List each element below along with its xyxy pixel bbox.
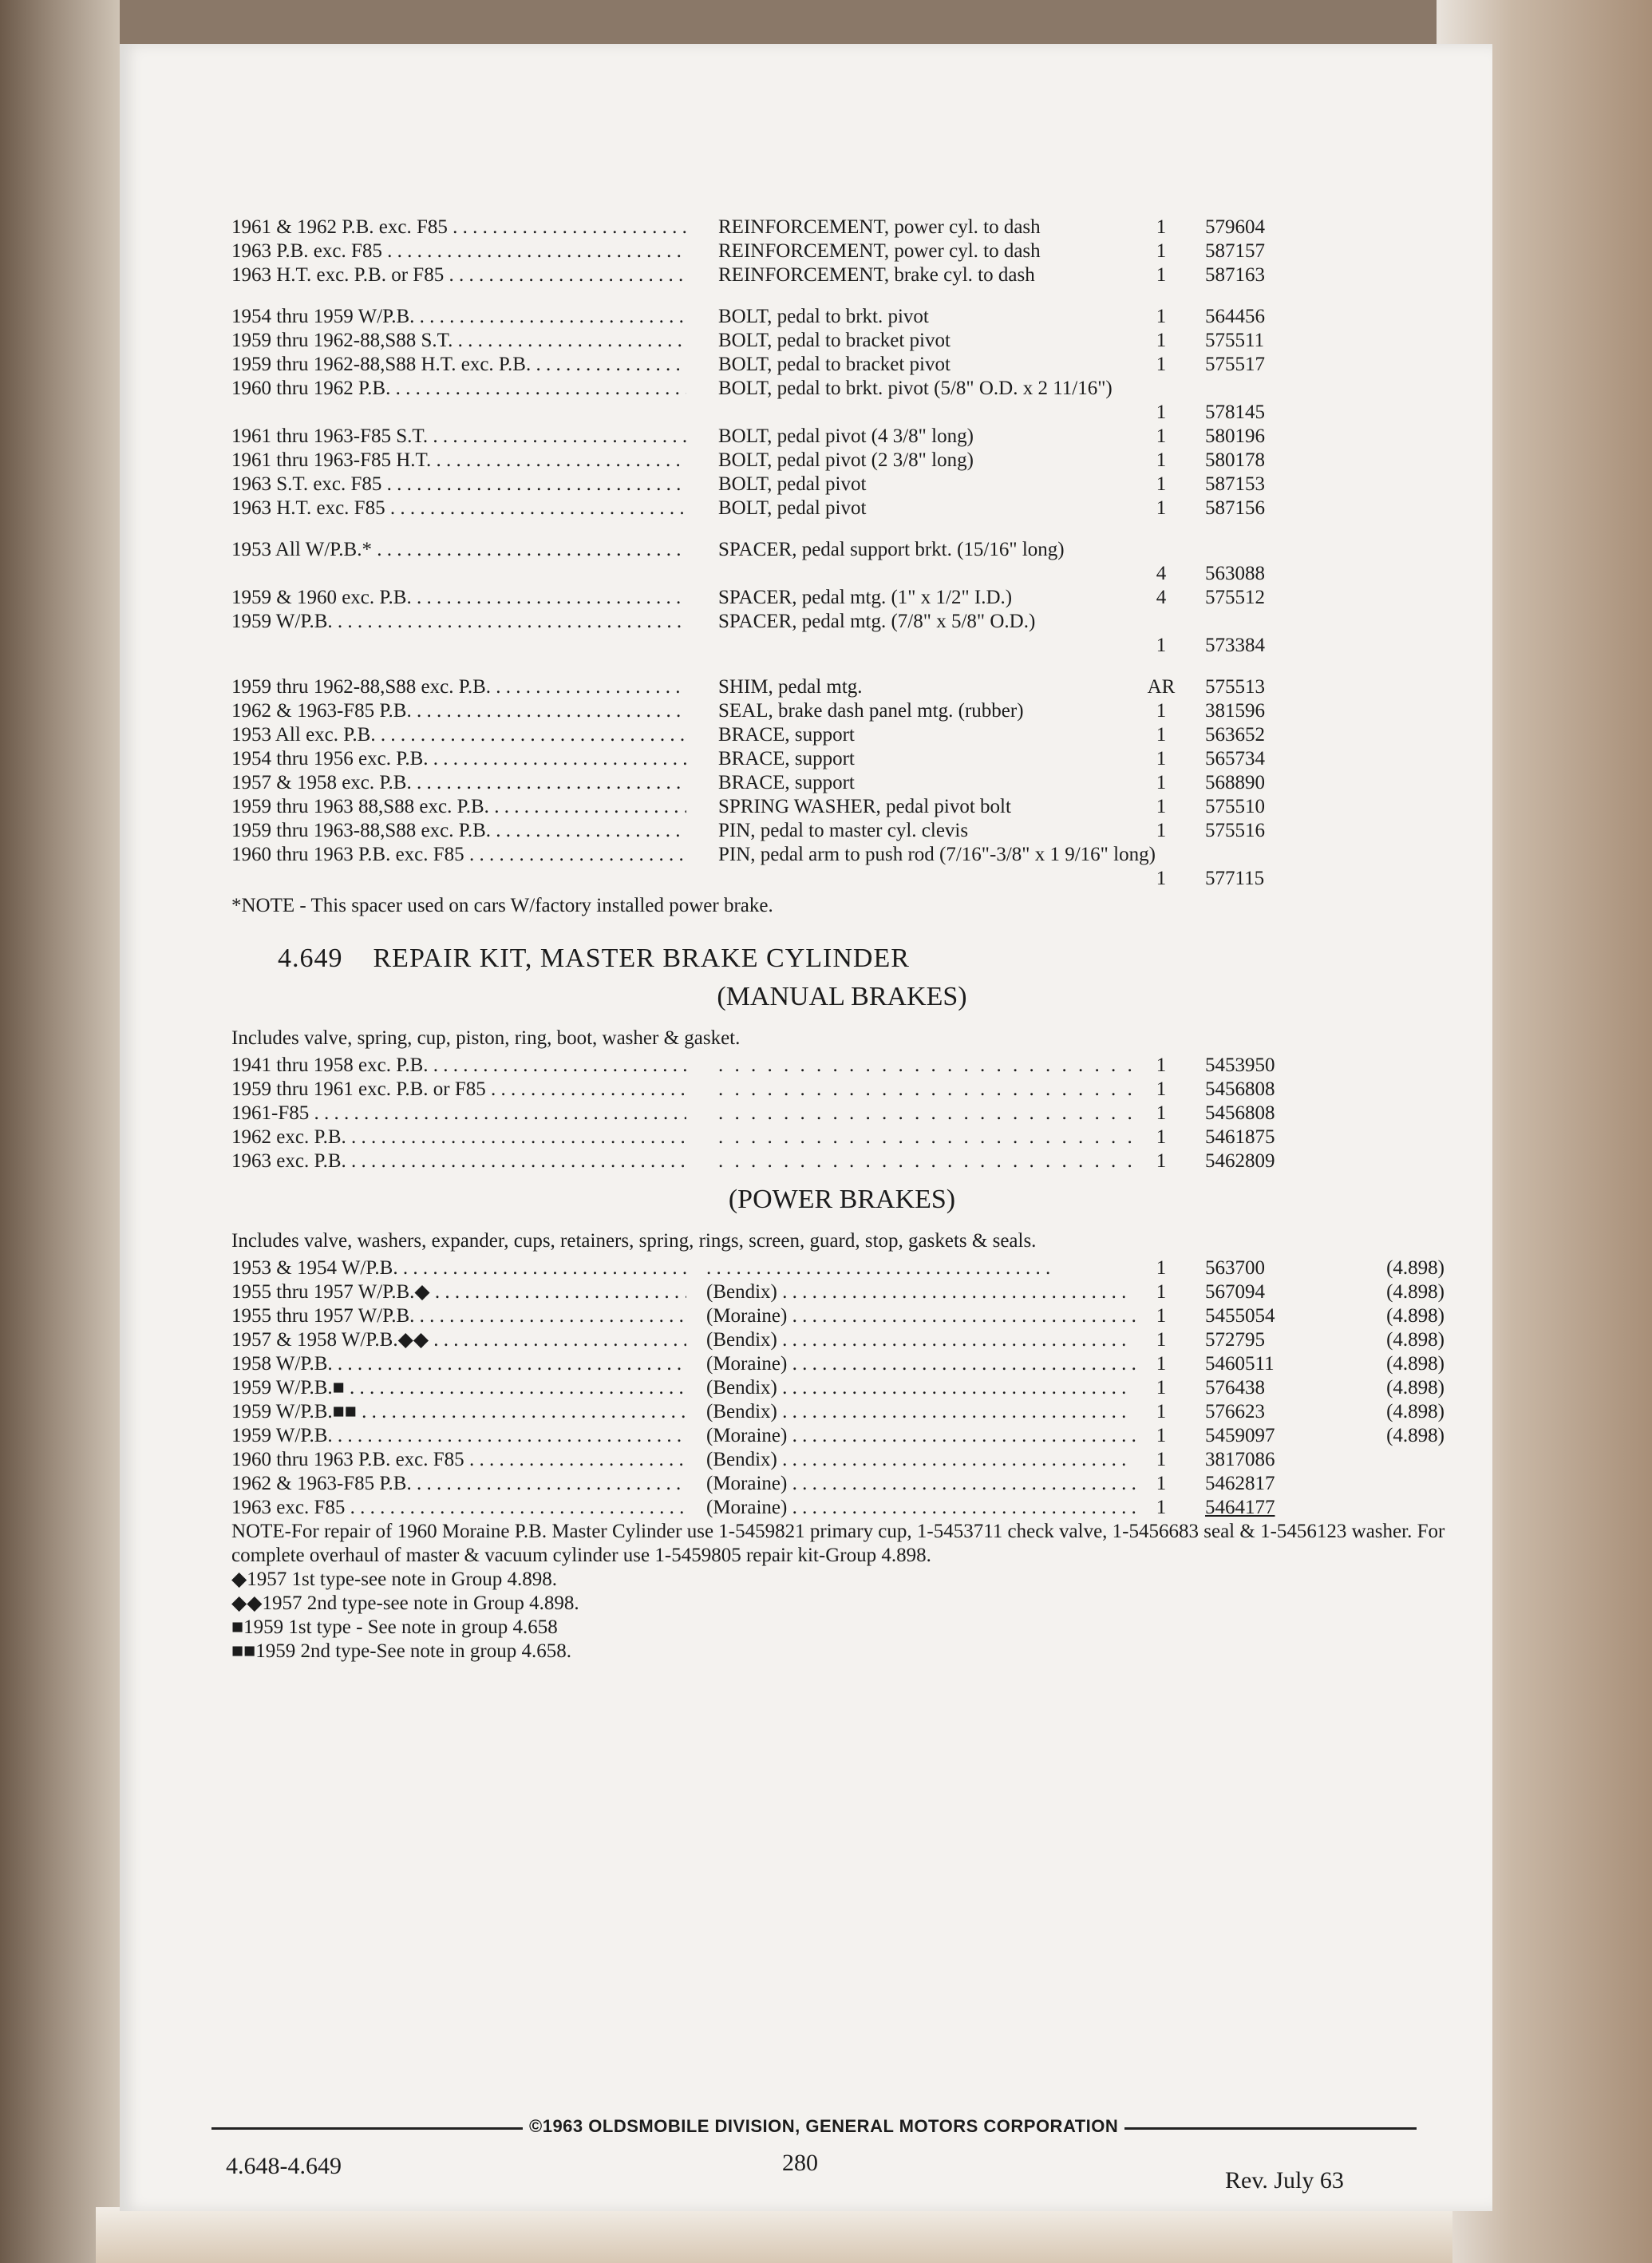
book-spine-shadow: [0, 0, 120, 2263]
application-cell: [231, 795, 686, 819]
quantity-cell: 1: [1156, 1377, 1167, 1399]
table-row: [231, 675, 1452, 699]
leader-dots: [718, 1054, 1133, 1078]
group-cell: (4.898): [1386, 1401, 1445, 1422]
part-number-cell: 381596: [1205, 700, 1265, 722]
table-row: [231, 843, 1452, 891]
part-number-cell: 580178: [1205, 449, 1265, 471]
quantity-cell: 1: [1156, 635, 1167, 656]
application-text: 1963 exc. P.B. . . .: [231, 1150, 686, 1172]
quantity-cell: 1: [1156, 1497, 1167, 1518]
description-cell: PIN, pedal to master cyl. clevis: [718, 820, 969, 841]
footnote: ■1959 1st type - See note in group 4.658: [231, 1616, 558, 1638]
table-row: [231, 538, 1452, 586]
quantity-cell: 1: [1156, 1329, 1167, 1351]
group-cell: (4.898): [1386, 1257, 1445, 1279]
description-cell: BOLT, pedal pivot: [718, 497, 867, 519]
description-cell: BOLT, pedal to brkt. pivot (5/8" O.D. x 2 11/16"): [718, 378, 1113, 399]
manual-brakes-heading: (MANUAL BRAKES): [717, 982, 967, 1011]
application-cell: [231, 1496, 686, 1520]
part-number-cell: 575511: [1205, 330, 1265, 351]
application-cell: [231, 1256, 686, 1280]
application-cell: [231, 1078, 686, 1102]
table-row: [231, 497, 1452, 520]
quantity-cell: 1: [1156, 820, 1167, 841]
table-row: [231, 723, 1452, 747]
application-cell: [231, 1448, 686, 1472]
vendor-text: (Moraine) . . .: [706, 1473, 1136, 1494]
table-row: [231, 1376, 1452, 1400]
description-cell: PIN, pedal arm to push rod (7/16"-3/8" x 1 9/16" long): [718, 844, 1156, 865]
part-number-cell: 576438: [1205, 1377, 1265, 1399]
parts-list: [231, 216, 1452, 891]
description-cell: SEAL, brake dash panel mtg. (rubber): [718, 700, 1024, 722]
application-text: 1959 thru 1963-88,S88 exc. P.B. . . .: [231, 820, 686, 841]
application-cell: [231, 1376, 686, 1400]
application-cell: [231, 1102, 686, 1126]
application-cell: [231, 239, 686, 263]
footnote: ◆1957 1st type-see note in Group 4.898.: [231, 1569, 558, 1590]
application-cell: [231, 449, 686, 473]
description-cell: BRACE, support: [718, 724, 855, 746]
part-number-cell: 575513: [1205, 676, 1265, 698]
application-cell: [231, 1126, 686, 1149]
vendor-cell: [706, 1448, 1137, 1472]
part-number-cell: 575516: [1205, 820, 1265, 841]
vendor-text: (Moraine) . . .: [706, 1497, 1136, 1518]
application-text: 1959 thru 1962-88,S88 H.T. exc. P.B. . . .: [231, 354, 686, 375]
application-text: 1960 thru 1963 P.B. exc. F85 . . .: [231, 1449, 686, 1470]
application-cell: [231, 353, 686, 377]
description-cell: REINFORCEMENT, brake cyl. to dash: [718, 264, 1035, 286]
description-cell: REINFORCEMENT, power cyl. to dash: [718, 216, 1041, 238]
part-number-cell: 587163: [1205, 264, 1265, 286]
quantity-cell: 1: [1156, 1054, 1167, 1076]
table-row: [231, 1078, 1452, 1102]
vendor-text: (Moraine) . . .: [706, 1425, 1136, 1446]
section-heading: [278, 944, 1452, 973]
application-cell: [231, 1400, 686, 1424]
application-text: 1963 H.T. exc. P.B. or F85 . . .: [231, 264, 686, 286]
application-cell: [231, 843, 686, 867]
quantity-cell: 1: [1156, 425, 1167, 447]
application-cell: [231, 1304, 686, 1328]
application-text: 1963 S.T. exc. F85 . . .: [231, 473, 686, 495]
part-number-cell: 575512: [1205, 587, 1265, 608]
vendor-cell: [706, 1400, 1137, 1424]
part-number-cell: 576623: [1205, 1401, 1265, 1422]
application-text: 1953 & 1954 W/P.B. . . .: [231, 1257, 686, 1279]
application-cell: [231, 1352, 686, 1376]
group-cell: (4.898): [1386, 1377, 1445, 1399]
part-number-cell: 5455054: [1205, 1305, 1275, 1327]
application-text: 1963 H.T. exc. F85 . . .: [231, 497, 686, 519]
application-cell: [231, 538, 686, 562]
application-cell: [231, 1149, 686, 1173]
vendor-text: (Moraine) . . .: [706, 1353, 1136, 1375]
section-title: REPAIR KIT, MASTER BRAKE CYLINDER: [373, 944, 910, 973]
application-text: 1960 thru 1963 P.B. exc. F85 . . .: [231, 844, 686, 865]
table-row: [231, 1054, 1452, 1078]
vendor-text: (Bendix) . . .: [706, 1401, 1126, 1422]
vendor-text: (Bendix) . . .: [706, 1377, 1126, 1399]
part-number-cell: 573384: [1205, 635, 1265, 656]
application-cell: [231, 771, 686, 795]
part-number-cell: 5462809: [1205, 1150, 1275, 1172]
group-cell: (4.898): [1386, 1281, 1445, 1303]
description-cell: BRACE, support: [718, 772, 855, 793]
application-text: 1961 & 1962 P.B. exc. F85 . . .: [231, 216, 686, 238]
table-row: [231, 610, 1452, 658]
description-cell: SPACER, pedal support brkt. (15/16" long): [718, 539, 1065, 560]
application-text: 1941 thru 1958 exc. P.B. . . .: [231, 1054, 686, 1076]
table-row: [231, 1280, 1452, 1304]
part-number-cell: 5459097: [1205, 1425, 1275, 1446]
table-row: [231, 1496, 1452, 1520]
application-cell: [231, 586, 686, 610]
table-row: [231, 263, 1452, 287]
table-row: [231, 1102, 1452, 1126]
quantity-cell: 1: [1156, 1353, 1167, 1375]
part-number-cell: 5460511: [1205, 1353, 1275, 1375]
table-row: [231, 305, 1452, 329]
part-number-cell: 565734: [1205, 748, 1265, 769]
application-text: 1959 thru 1963 88,S88 exc. P.B. . . .: [231, 796, 686, 817]
application-text: 1954 thru 1959 W/P.B. . . .: [231, 306, 686, 327]
part-number-cell: 563700: [1205, 1257, 1265, 1279]
revision-date: Rev. July 63: [1225, 2167, 1344, 2194]
footnote: ◆◆1957 2nd type-see note in Group 4.898.: [231, 1592, 579, 1614]
application-cell: [231, 1054, 686, 1078]
quantity-cell: 1: [1156, 724, 1167, 746]
vendor-text: (Bendix) . . .: [706, 1449, 1126, 1470]
table-row: [231, 1448, 1452, 1472]
vendor-text: (Bendix) . . .: [706, 1281, 1126, 1303]
table-row: [231, 377, 1452, 425]
power-brakes-note: NOTE-For repair of 1960 Moraine P.B. Master Cylinder use 1-5459821 primary cup, 1-5453711 check valve, 1-5456683 seal & 1-5456123 washer. For complete overhaul of master & vacuum cylinder use 1-5459805 repair kit-Group 4.898.: [231, 1521, 1445, 1566]
footnote: ■■1959 2nd type-See note in group 4.658.: [231, 1640, 571, 1662]
application-text: 1959 thru 1961 exc. P.B. or F85 . . .: [231, 1078, 686, 1100]
quantity-cell: 1: [1156, 402, 1167, 423]
quantity-cell: AR: [1147, 676, 1176, 698]
quantity-cell: 1: [1156, 1401, 1167, 1422]
description-cell: REINFORCEMENT, power cyl. to dash: [718, 240, 1041, 262]
application-cell: [231, 1280, 686, 1304]
application-cell: [231, 497, 686, 520]
page-content: [231, 216, 1452, 1664]
part-number-cell: 575517: [1205, 354, 1265, 375]
application-text: 1958 W/P.B. . . .: [231, 1353, 686, 1375]
table-row: [231, 329, 1452, 353]
power-brakes-heading: (POWER BRAKES): [728, 1185, 956, 1214]
quantity-cell: 1: [1156, 1257, 1167, 1279]
description-cell: SPRING WASHER, pedal pivot bolt: [718, 796, 1011, 817]
description-cell: SHIM, pedal mtg.: [718, 676, 863, 698]
part-number-cell: 564456: [1205, 306, 1265, 327]
quantity-cell: 1: [1156, 1425, 1167, 1446]
application-text: 1963 P.B. exc. F85 . . .: [231, 240, 686, 262]
part-number-cell: 578145: [1205, 402, 1265, 423]
part-number-cell: 5453950: [1205, 1054, 1275, 1076]
application-text: 1959 thru 1962-88,S88 S.T. . . .: [231, 330, 686, 351]
table-row: [231, 586, 1452, 610]
row-gap: [231, 520, 1452, 538]
quantity-cell: 1: [1156, 1473, 1167, 1494]
part-number-cell: 3817086: [1205, 1449, 1275, 1470]
part-number-cell: 5456808: [1205, 1102, 1275, 1124]
quantity-cell: 1: [1156, 354, 1167, 375]
description-cell: BRACE, support: [718, 748, 855, 769]
application-cell: [231, 305, 686, 329]
description-cell: BOLT, pedal pivot (2 3/8" long): [718, 449, 974, 471]
group-cell: (4.898): [1386, 1329, 1445, 1351]
part-number-cell: 587156: [1205, 497, 1265, 519]
application-cell: [231, 473, 686, 497]
manual-brakes-intro: Includes valve, spring, cup, piston, ring, boot, washer & gasket.: [231, 1027, 741, 1049]
row-gap: [231, 658, 1452, 675]
application-text: 1957 & 1958 exc. P.B. . . .: [231, 772, 686, 793]
group-cell: (4.898): [1386, 1305, 1445, 1327]
description-cell: BOLT, pedal to bracket pivot: [718, 354, 950, 375]
table-row: [231, 747, 1452, 771]
quantity-cell: 4: [1156, 563, 1167, 584]
quantity-cell: 1: [1156, 1305, 1167, 1327]
manual-kit-list: [231, 1054, 1452, 1173]
description-cell: BOLT, pedal pivot (4 3/8" long): [718, 425, 974, 447]
vendor-text: (Moraine) . . .: [706, 1305, 1136, 1327]
vendor-cell: [706, 1424, 1137, 1448]
description-cell: BOLT, pedal to bracket pivot: [718, 330, 950, 351]
part-number-cell: 567094: [1205, 1281, 1265, 1303]
application-text: 1962 & 1963-F85 P.B. . . .: [231, 1473, 686, 1494]
table-row: [231, 1149, 1452, 1173]
part-number-cell: 579604: [1205, 216, 1265, 238]
application-text: 1961-F85 . . .: [231, 1102, 686, 1124]
quantity-cell: 1: [1156, 1449, 1167, 1470]
application-text: 1959 W/P.B. . . .: [231, 611, 686, 632]
group-cell: (4.898): [1386, 1425, 1445, 1446]
table-row: [231, 449, 1452, 473]
vendor-text: [706, 1257, 1050, 1279]
table-row: [231, 1424, 1452, 1448]
leader-dots: [718, 1149, 1133, 1173]
application-cell: [231, 819, 686, 843]
application-cell: [231, 1328, 686, 1352]
application-cell: [231, 1424, 686, 1448]
table-row: [231, 771, 1452, 795]
application-text: 1955 thru 1957 W/P.B. . . .: [231, 1305, 686, 1327]
application-text: 1959 W/P.B.■ . . .: [231, 1377, 686, 1399]
application-cell: [231, 1472, 686, 1496]
application-text: 1961 thru 1963-F85 S.T. . . .: [231, 425, 686, 447]
vendor-cell: [706, 1352, 1137, 1376]
vendor-cell: [706, 1328, 1137, 1352]
part-number-cell: 5462817: [1205, 1473, 1275, 1494]
table-row: [231, 819, 1452, 843]
description-cell: SPACER, pedal mtg. (7/8" x 5/8" O.D.): [718, 611, 1036, 632]
application-cell: [231, 216, 686, 239]
quantity-cell: 1: [1156, 330, 1167, 351]
part-number-cell: 5461875: [1205, 1126, 1275, 1148]
part-number-cell: 563088: [1205, 563, 1265, 584]
description-cell: BOLT, pedal pivot: [718, 473, 867, 495]
quantity-cell: 1: [1156, 216, 1167, 238]
part-number-cell: 587157: [1205, 240, 1265, 262]
application-cell: [231, 723, 686, 747]
quantity-cell: 1: [1156, 1281, 1167, 1303]
part-number-cell: 563652: [1205, 724, 1265, 746]
application-text: 1959 W/P.B. . . .: [231, 1425, 686, 1446]
power-kit-list: [231, 1256, 1452, 1520]
quantity-cell: 1: [1156, 497, 1167, 519]
part-number-cell: 5456808: [1205, 1078, 1275, 1100]
table-row: [231, 425, 1452, 449]
application-cell: [231, 263, 686, 287]
table-row: [231, 1328, 1452, 1352]
application-cell: [231, 675, 686, 699]
application-text: 1953 All exc. P.B. . . .: [231, 724, 686, 746]
part-number-cell: 5464177: [1205, 1497, 1275, 1518]
application-text: 1959 & 1960 exc. P.B. . . .: [231, 587, 686, 608]
footnotes: [231, 1568, 1452, 1664]
table-row: [231, 1304, 1452, 1328]
section-range: 4.648-4.649: [226, 2153, 342, 2179]
vendor-text: (Bendix) . . .: [706, 1329, 1126, 1351]
spacer-note: *NOTE - This spacer used on cars W/factory installed power brake.: [231, 895, 773, 916]
description-cell: SPACER, pedal mtg. (1" x 1/2" I.D.): [718, 587, 1013, 608]
leader-dots: [718, 1126, 1133, 1149]
vendor-cell: [706, 1304, 1137, 1328]
vendor-cell: [706, 1280, 1137, 1304]
group-cell: (4.898): [1386, 1353, 1445, 1375]
row-gap: [231, 287, 1452, 305]
application-text: 1962 exc. P.B. . . .: [231, 1126, 686, 1148]
vendor-cell: [706, 1256, 1137, 1280]
part-number-cell: 568890: [1205, 772, 1265, 793]
section-number: 4.649: [278, 944, 343, 973]
vendor-cell: [706, 1496, 1137, 1520]
part-number-cell: 572795: [1205, 1329, 1265, 1351]
table-row: [231, 216, 1452, 239]
application-text: 1963 exc. F85 . . .: [231, 1497, 686, 1518]
quantity-cell: 1: [1156, 240, 1167, 262]
power-brakes-intro: Includes valve, washers, expander, cups, retainers, spring, rings, screen, guard, stop, gaskets & seals.: [231, 1230, 1037, 1252]
table-row: [231, 1472, 1452, 1496]
vendor-cell: [706, 1472, 1137, 1496]
table-row: [231, 1126, 1452, 1149]
page-number: 280: [782, 2150, 818, 2176]
application-text: 1962 & 1963-F85 P.B. . . .: [231, 700, 686, 722]
application-text: 1960 thru 1962 P.B. . . .: [231, 378, 686, 399]
quantity-cell: 1: [1156, 473, 1167, 495]
leader-dots: [718, 1078, 1133, 1102]
quantity-cell: 1: [1156, 264, 1167, 286]
quantity-cell: 1: [1156, 772, 1167, 793]
application-cell: [231, 425, 686, 449]
description-cell: BOLT, pedal to brkt. pivot: [718, 306, 929, 327]
application-text: 1959 thru 1962-88,S88 exc. P.B. . . .: [231, 676, 686, 698]
application-text: 1953 All W/P.B.* . . .: [231, 539, 686, 560]
quantity-cell: 4: [1156, 587, 1167, 608]
part-number-cell: 587153: [1205, 473, 1265, 495]
part-number-cell: 577115: [1205, 868, 1265, 889]
application-cell: [231, 747, 686, 771]
application-text: 1954 thru 1956 exc. P.B. . . .: [231, 748, 686, 769]
table-row: [231, 1256, 1452, 1280]
quantity-cell: 1: [1156, 1102, 1167, 1124]
copyright: ©1963 OLDSMOBILE DIVISION, GENERAL MOTORS CORPORATION: [523, 2116, 1124, 2137]
quantity-cell: 1: [1156, 1150, 1167, 1172]
table-row: [231, 1352, 1452, 1376]
quantity-cell: 1: [1156, 449, 1167, 471]
table-row: [231, 699, 1452, 723]
table-row: [231, 473, 1452, 497]
part-number-cell: 580196: [1205, 425, 1265, 447]
application-text: 1955 thru 1957 W/P.B.◆ . . .: [231, 1281, 686, 1303]
quantity-cell: 1: [1156, 306, 1167, 327]
page-bottom-edge: [96, 2207, 1452, 2263]
part-number-cell: 575510: [1205, 796, 1265, 817]
application-text: 1961 thru 1963-F85 H.T. . . .: [231, 449, 686, 471]
quantity-cell: 1: [1156, 748, 1167, 769]
application-text: 1959 W/P.B.■■ . . .: [231, 1401, 686, 1422]
table-row: [231, 239, 1452, 263]
leader-dots: [718, 1102, 1133, 1126]
application-cell: [231, 329, 686, 353]
table-row: [231, 1400, 1452, 1424]
quantity-cell: 1: [1156, 1126, 1167, 1148]
quantity-cell: 1: [1156, 868, 1167, 889]
application-cell: [231, 699, 686, 723]
vendor-cell: [706, 1376, 1137, 1400]
application-cell: [231, 377, 686, 401]
application-text: 1957 & 1958 W/P.B.◆◆ . . .: [231, 1329, 686, 1351]
quantity-cell: 1: [1156, 796, 1167, 817]
quantity-cell: 1: [1156, 700, 1167, 722]
quantity-cell: 1: [1156, 1078, 1167, 1100]
table-row: [231, 795, 1452, 819]
table-row: [231, 353, 1452, 377]
application-cell: [231, 610, 686, 634]
